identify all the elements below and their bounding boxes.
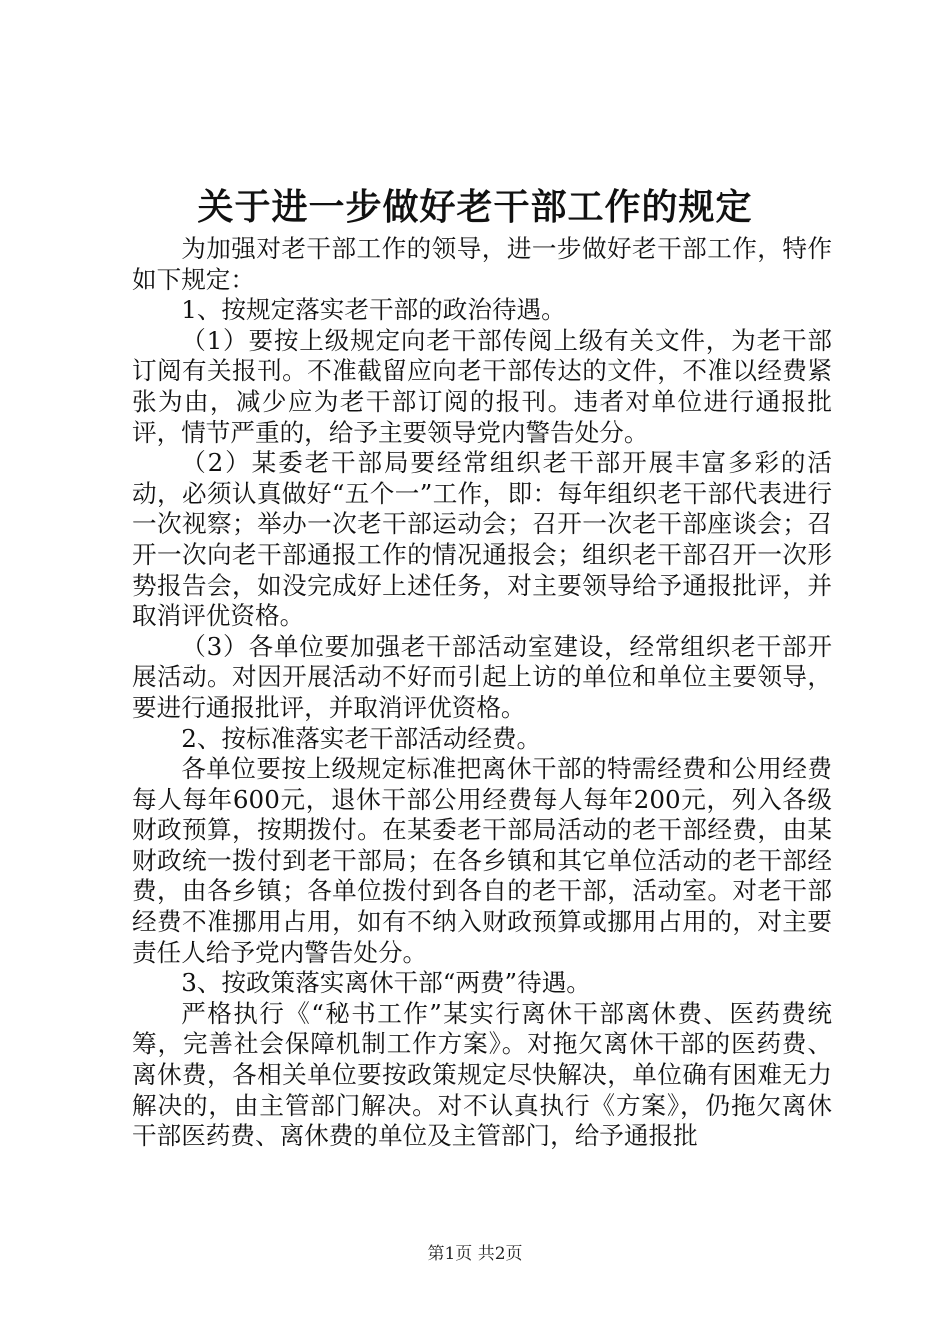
paragraph-1-3: （3）各单位要加强老干部活动室建设，经常组织老干部开展活动。对因开展活动不好而引起上访的单位和单位主要领导，要进行通报批评，并取消评优资格。 xyxy=(132,631,832,722)
page-number-footer: 第1页 共2页 xyxy=(427,1244,523,1264)
paragraph-2: 各单位要按上级规定标准把离休干部的特需经费和公用经费每人每年600元，退休干部公用经费每人每年200元，列入各级财政预算，按期拨付。在某委老干部局活动的老干部经费，由某财政统一拨付到老干部局；在各乡镇和其它单位活动的老干部经费，由各乡镇；各单位拨付到各自的老干部，活动室。对老干部经费不准挪用占用，如有不纳入财政预算或挪用占用的，对主要责任人给予党内警告处分。 xyxy=(132,754,832,967)
paragraph-1-2: （2）某委老干部局要经常组织老干部开展丰富多彩的活动，必须认真做好“五个一”工作，即：每年组织老干部代表进行一次视察；举办一次老干部运动会；召开一次老干部座谈会；召开一次向老干部通报工作的情况通报会；组织老干部召开一次形势报告会，如没完成好上述任务，对主要领导给予通报批评，并取消评优资格。 xyxy=(132,448,832,631)
document-title: 关于进一步做好老干部工作的规定 xyxy=(197,186,753,228)
section-heading-2: 2、按标准落实老干部活动经费。 xyxy=(181,723,542,753)
paragraph-1-1: （1）要按上级规定向老干部传阅上级有关文件，为老干部订阅有关报刊。不准截留应向老干部传达的文件，不准以经费紧张为由，减少应为老干部订阅的报刊。违者对单位进行通报批评，情节严重的，给予主要领导党内警告处分。 xyxy=(132,325,832,447)
section-heading-3: 3、按政策落实离休干部“两费”待遇。 xyxy=(181,968,591,998)
section-heading-1: 1、按规定落实老干部的政治待遇。 xyxy=(181,295,566,325)
paragraph-3: 严格执行《“秘书工作”某实行离休干部离休费、医药费统筹，完善社会保障机制工作方案》。对拖欠离休干部的医药费、离休费，各相关单位要按政策规定尽快解决，单位确有困难无力解决的，由主管部门解决。对不认真执行《方案》，仍拖欠离休干部医药费、离休费的单位及主管部门，给予通报批 xyxy=(132,998,832,1151)
document-body xyxy=(132,234,832,1152)
paragraph-intro: 为加强对老干部工作的领导，进一步做好老干部工作，特作如下规定： xyxy=(132,234,832,294)
